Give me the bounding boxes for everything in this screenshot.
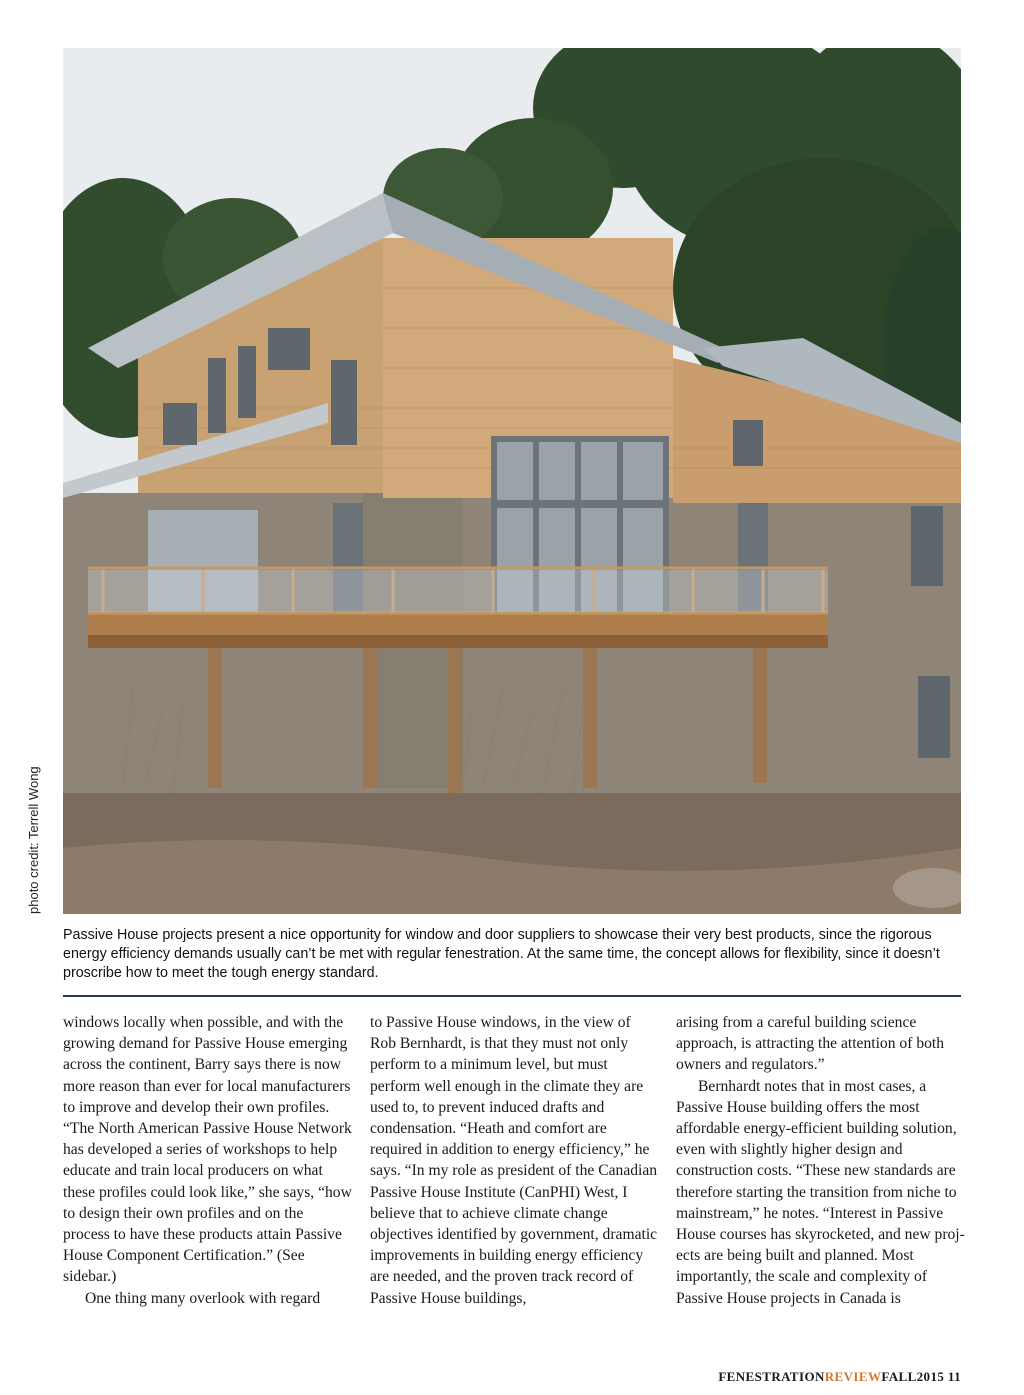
- photo-credit: photo credit: Terrell Wong: [26, 766, 41, 914]
- article-column-3: [676, 1012, 966, 1309]
- house-illustration: [63, 48, 961, 914]
- issue-label: FALL2015: [881, 1369, 945, 1384]
- page-footer: [718, 1369, 961, 1385]
- paragraph: One thing many overlook with regard: [85, 1289, 321, 1307]
- article-column-1: [63, 1012, 353, 1309]
- paragraph: windows locally when possible, and with the growing demand for Passive House emerging across the continent, Barry says there is now more reason than ever for local manufacturers to improve and develop their own profiles. “The North American Passive House Network has developed a series of workshops to help educate and train local producers on what these profiles could look like,” she says, “how to design their own profiles and on the process to have these products attain Passive House Component Certification.” (See sidebar.): [63, 1014, 352, 1286]
- house-photo: [63, 48, 961, 914]
- paragraph: Bernhardt notes that in most cases, a Passive House building offers the most affordable energy-efficient building solution, even with slightly higher design and construction costs. “These new standards are therefore starting the transition from niche to mainstream,” he notes. “Interest in Passive House courses has skyrocketed, and new projects are being built and planned. Most importantly, the scale and complexity of Passive House projects in Canada is: [676, 1077, 965, 1307]
- photo-caption: Passive House projects present a nice opportunity for window and door suppliers to showcase their very best products, since the rigorous energy efficiency demands usually can’t be met with regular fenestration. At the same time, the concept allows for flexibility, since it doesn’t proscribe how to meet the tough energy standard.: [63, 927, 940, 981]
- page-number: 11: [947, 1369, 961, 1384]
- paragraph: arising from a careful building science approach, is attracting the attention of both owners and regulators.”: [676, 1014, 945, 1074]
- divider-rule: [63, 995, 961, 997]
- magazine-name-part2: REVIEW: [824, 1369, 882, 1384]
- paragraph: to Passive House windows, in the view of Rob Bernhardt, is that they must not only perform to a minimum level, but must perform well enough in the climate they are used to, to prevent induced drafts and condensation. “Heath and comfort are required in addition to energy efficiency,” he says. “In my role as president of the Canadian Passive House Institute (CanPHI) West, I believe that to achieve climate change objectives identified by government, dramatic improvements in building energy efficiency are needed, and the proven track record of Passive House buildings,: [370, 1014, 658, 1307]
- article-column-2: [370, 1012, 660, 1309]
- magazine-name-part1: FENESTRATION: [718, 1369, 825, 1384]
